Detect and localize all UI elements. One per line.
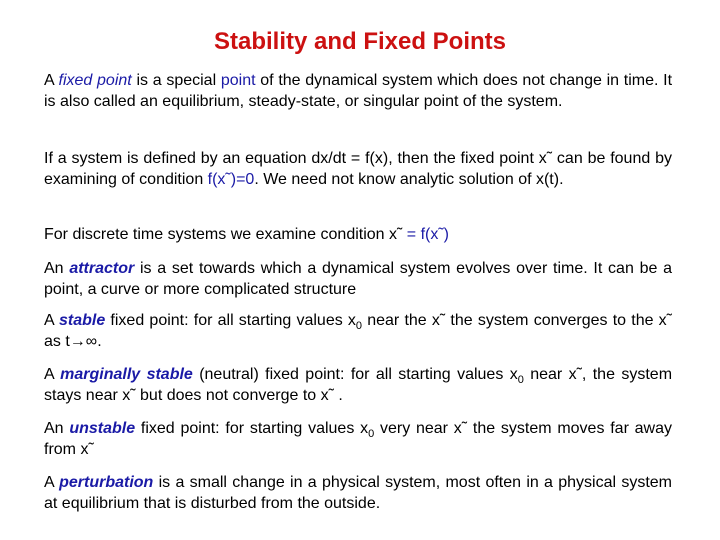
- text: fixed point: for starting values x: [135, 420, 369, 437]
- text: A: [44, 312, 59, 329]
- paragraph-discrete: [44, 224, 672, 245]
- text: very near x˜ the system moves far away from x˜: [44, 420, 673, 458]
- text: A: [44, 366, 61, 383]
- text: near the x˜ the system converges to the x˜ as t→∞.: [44, 312, 673, 350]
- text: An: [44, 420, 70, 437]
- paragraph-unstable: [44, 418, 672, 460]
- term-unstable: unstable: [69, 420, 136, 437]
- tilde-mark: ˜: [397, 226, 403, 243]
- term-perturbation: perturbation: [59, 474, 154, 491]
- term-stable: stable: [58, 312, 106, 329]
- text: A: [44, 474, 60, 491]
- term-fixed-point: fixed point: [58, 72, 132, 89]
- slide-title: Stability and Fixed Points: [213, 28, 507, 55]
- text: . We need not know analytic solution of x(t).: [254, 171, 564, 188]
- tilde-mark: ˜: [546, 150, 553, 167]
- text: fixed point: for all starting values x: [105, 312, 356, 329]
- text: For discrete time systems we examine condition x: [44, 226, 398, 243]
- term-attractor: attractor: [69, 260, 135, 277]
- paragraph-perturbation: [44, 472, 672, 514]
- paragraph-marginally-stable: [44, 364, 672, 406]
- text: can be found by examining of condition: [44, 150, 672, 188]
- paragraph-fixed-point: [44, 70, 672, 112]
- text: If a system is defined by an equation dx/dt = f(x), then the fixed point x: [44, 150, 547, 167]
- term-discrete-condition: = f(x˜): [402, 226, 450, 243]
- paragraph-continuous: [44, 148, 672, 190]
- paragraph-stable: [44, 310, 672, 352]
- text: (neutral) fixed point: for all starting values x: [192, 366, 518, 383]
- text: is a small change in a physical system, most often in a physical system at equilibrium that is disturbed from the outside.: [44, 474, 673, 512]
- text: A: [44, 72, 59, 89]
- subscript: 0: [368, 428, 375, 441]
- subscript: 0: [355, 320, 363, 333]
- subscript: 0: [517, 374, 524, 387]
- text: is a special: [131, 72, 221, 89]
- term-condition: f(x˜)=0: [207, 171, 255, 188]
- term-point: point: [220, 72, 256, 89]
- term-marginally-stable: marginally stable: [60, 366, 193, 383]
- text: An: [44, 260, 70, 277]
- text: of the dynamical system which does not change in time. It is also called an equilibrium, steady-state, or singular point of the system.: [44, 72, 673, 110]
- text: near x˜, the system stays near x˜ but does not converge to x˜ .: [44, 366, 673, 404]
- text: is a set towards which a dynamical system evolves over time. It can be a point, a curve or more complicated structure: [44, 260, 673, 298]
- paragraph-attractor: [44, 258, 672, 300]
